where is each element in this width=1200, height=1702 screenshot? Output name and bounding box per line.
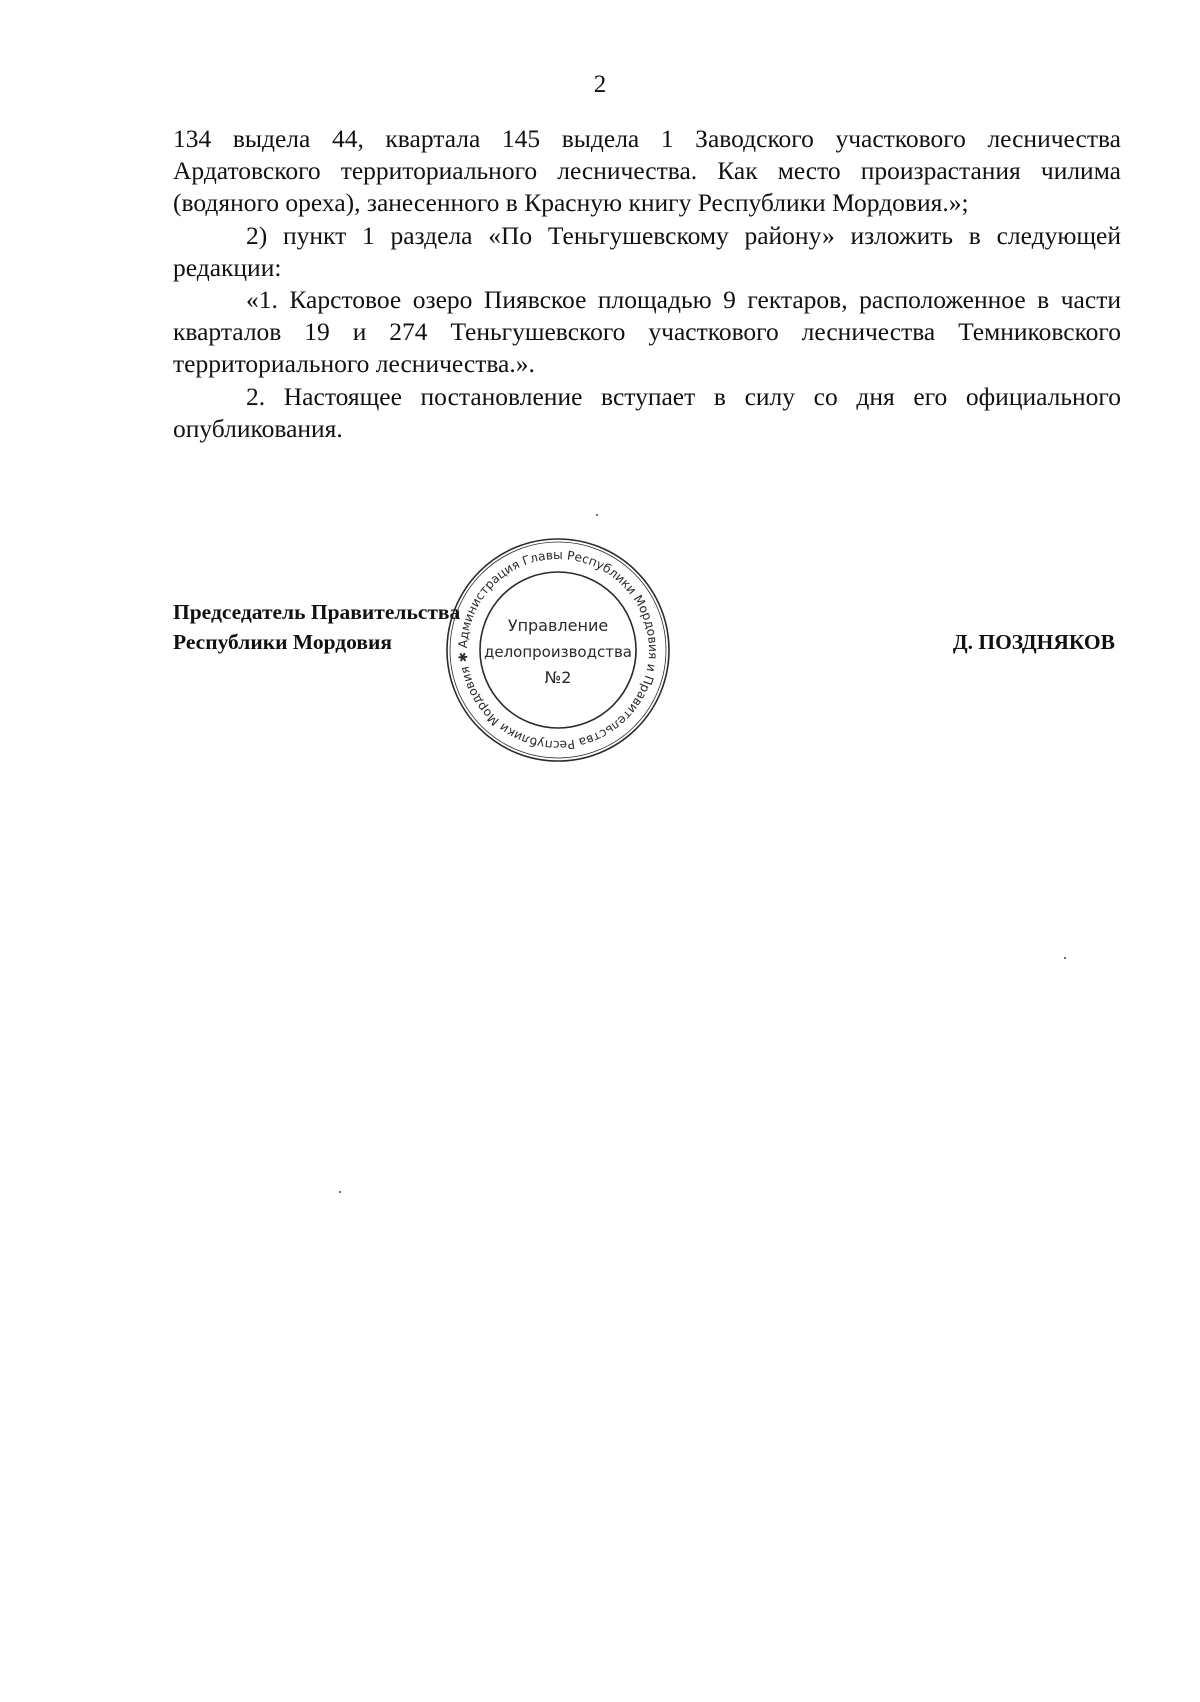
stamp-line-3: №2 (544, 668, 572, 687)
scan-speck (596, 514, 598, 516)
signer-title: Председатель Правительства Республики Мордовия (173, 600, 461, 654)
stamp-line-1: Управление (507, 616, 609, 635)
stamp-line-2: делопроизводства (483, 643, 633, 661)
paragraph-amendment-point-2: 2) пункт 1 раздела «По Теньгушевскому району» изложить в следующей редакции: (173, 220, 1121, 282)
scan-speck (1064, 957, 1066, 959)
page-number: 2 (593, 71, 607, 98)
paragraph-entry-into-force: 2. Настоящее постановление вступает в силу со дня его официального опубликования. (173, 381, 1121, 443)
signer-name: Д. ПОЗДНЯКОВ (952, 630, 1115, 654)
paragraph-continuation: 134 выдела 44, квартала 145 выдела 1 Заводского участкового лесничества Ардатовского территориального лесничества. Как место произрастания чилима (водяного ореха), занесенного в Красную книгу Республики Мордовия.»; (173, 124, 1121, 218)
official-stamp (443, 535, 673, 765)
stamp-seal-icon (443, 535, 673, 765)
document-body (173, 123, 1121, 445)
scan-speck (339, 1191, 341, 1193)
stamp-ring-text: Администрация Главы Республики Мордовия и Правительства Республики Мордовия ✱ (455, 547, 661, 753)
paragraph-new-wording: «1. Карстовое озеро Пиявское площадью 9 гектаров, расположенное в части кварталов 19 и 274 Теньгушевского участкового лесничества Темниковского территориального лесничества.». (173, 285, 1121, 379)
